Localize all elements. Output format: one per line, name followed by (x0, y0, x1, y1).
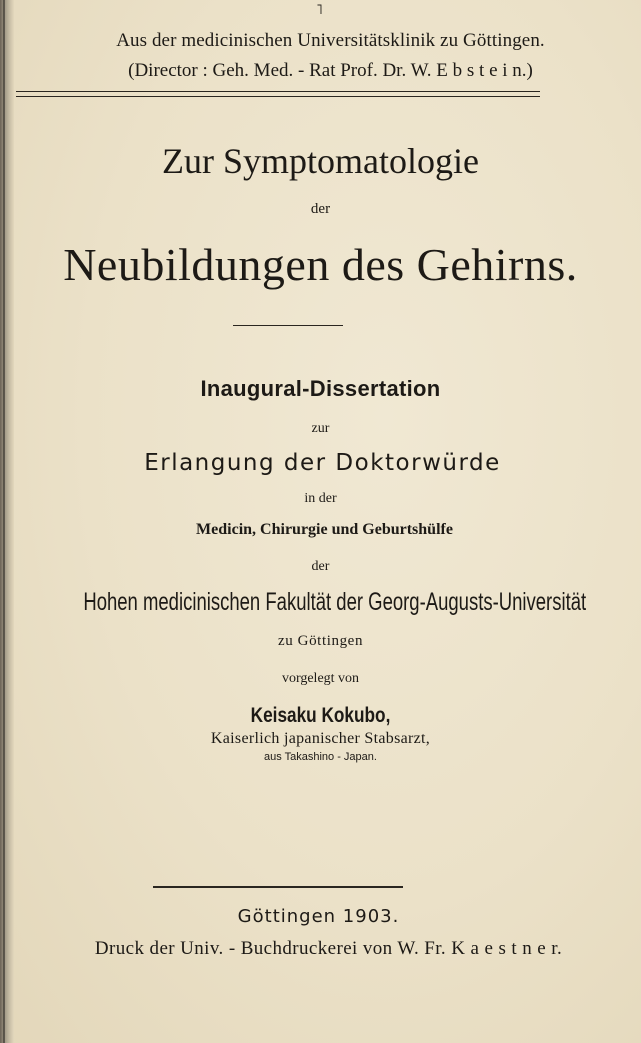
title-connector: der (310, 201, 331, 217)
long-rule-divider (153, 886, 403, 890)
title-line-2: Neubildungen des Gehirns. (63, 239, 578, 290)
dissertation-heading: Inaugural-Dissertation (200, 376, 441, 401)
faculties-line: Medicin, Chirurgie und Geburtshülfe (196, 521, 453, 538)
zur-text: zur (311, 421, 330, 436)
clinic-header: Aus der medicinischen Universitätsklinik zu Göttingen. (116, 30, 545, 51)
in-der-text: in der (304, 491, 337, 506)
double-rule-divider (16, 91, 540, 97)
author-rank: Kaiserlich japanischer Stabsarzt, (210, 730, 431, 747)
director-line: (Director : Geh. Med. - Rat Prof. Dr. W. E b s t e i n.) (128, 60, 533, 81)
title-line-1: Zur Symptomatologie (162, 141, 479, 181)
author-origin: aus Takashino - Japan. (264, 751, 377, 763)
place-year: Göttingen 1903. (237, 906, 400, 927)
corner-mark: ˥ (316, 2, 323, 18)
der-text: der (311, 559, 330, 574)
location-line: zu Göttingen (277, 633, 364, 649)
printer-line: Druck der Univ. - Buchdruckerei von W. Fr. K a e s t n e r. (94, 938, 563, 959)
short-rule-divider (233, 325, 343, 326)
author-name: Keisaku Kokubo, (250, 704, 391, 727)
purpose-line: Erlangung der Doktorwürde (144, 450, 501, 476)
presented-by-line: vorgelegt von (281, 671, 360, 686)
faculty-full-line: Hohen medicinischen Fakultät der Georg-Augusts-Universität (83, 588, 587, 616)
